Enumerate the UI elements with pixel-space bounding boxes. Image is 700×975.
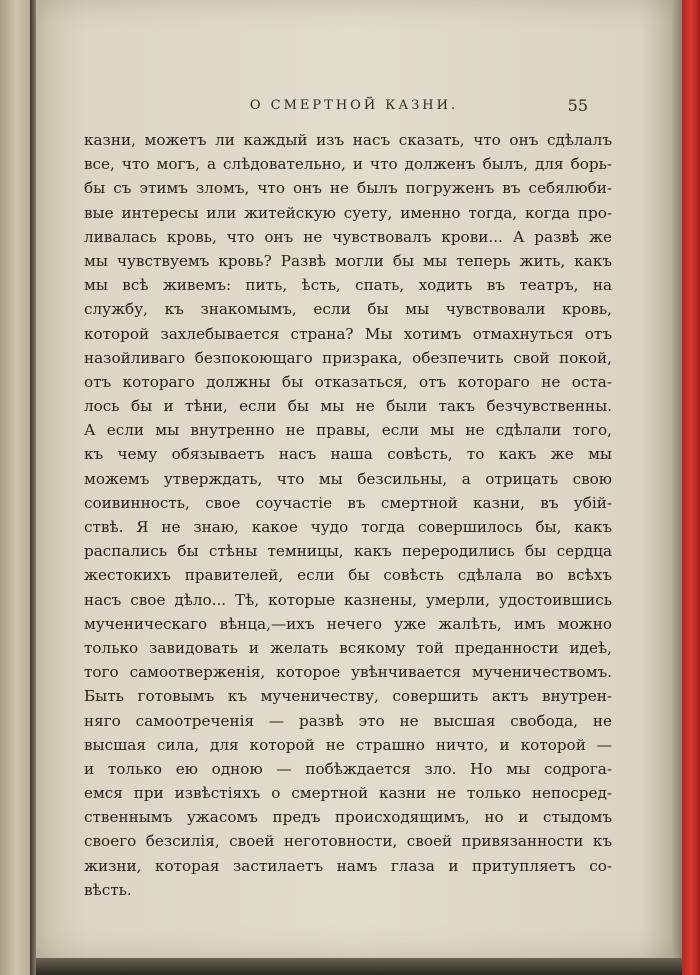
text-line: отъ котораго должны бы отказаться, отъ котораго не оста- [84, 372, 612, 391]
text-line: Быть готовымъ къ мученичеству, совершить актъ внутрен- [84, 687, 612, 706]
text-line: насъ свое дѣло... Тѣ, которые казнены, умерли, удостоившись [84, 590, 612, 609]
text-line: ствѣ. Я не знаю, какое чудо тогда совершилось бы, какъ [84, 518, 612, 536]
text-line: ственнымъ ужасомъ предъ происходящимъ, но и стыдомъ [84, 808, 612, 827]
text-line: высшая сила, для которой не страшно ничто, и которой — [84, 735, 612, 754]
text-line: распались бы стѣны темницы, какъ переродились бы сердца [84, 542, 612, 561]
red-book-cover [682, 0, 700, 975]
page-stack-edge [672, 0, 682, 958]
text-line: все, что могъ, а слѣдовательно, и что долженъ былъ, для борь- [84, 155, 612, 174]
page-number: 55 [567, 96, 588, 115]
text-line: няго самоотреченія — развѣ это не высшая свобода, не [84, 711, 612, 730]
text-line: вые интересы или житейскую суету, именно тогда, когда про- [84, 203, 612, 222]
text-line: къ чему обязываетъ насъ наша совѣсть, то какъ же мы [84, 445, 612, 464]
text-line: ливалась кровь, что онъ не чувствовалъ крови... А развѣ же [84, 227, 612, 246]
text-line: соивинность, свое соучастіе въ смертной казни, въ убій- [84, 493, 612, 512]
running-head [36, 98, 672, 120]
text-line: можемъ утверждать, что мы безсильны, а отрицать свою [84, 469, 612, 488]
text-line: мученическаго вѣнца,—ихъ нечего уже жалѣть, имъ можно [84, 614, 612, 633]
text-line: мы чувствуемъ кровь? Развѣ могли бы мы теперь жить, какъ [84, 251, 612, 270]
text-line: службу, къ знакомымъ, если бы мы чувствовали кровь, [84, 300, 612, 319]
text-line: жизни, которая застилаетъ намъ глаза и притупляетъ со- [84, 856, 612, 875]
text-line: мы всѣ живемъ: пить, ѣсть, спать, ходить въ театръ, на [84, 276, 612, 295]
body-text [84, 128, 612, 902]
text-line: емся при извѣстіяхъ о смертной казни не только непосред- [84, 784, 612, 803]
text-line: А если мы внутренно не правы, если мы не сдѣлали того, [84, 421, 612, 440]
running-title: О СМЕРТНОЙ КАЗНИ. [249, 98, 459, 113]
text-line: жестокихъ правителей, если бы совѣсть сдѣлала во всѣхъ [84, 566, 612, 585]
text-line: того самоотверженія, которое увѣнчивается мученичествомъ. [84, 663, 612, 682]
text-line: казни, можетъ ли каждый изъ насъ сказать, что онъ сдѣлалъ [84, 131, 612, 149]
text-line: только завидовать и желать всякому той преданности идеѣ, [84, 638, 612, 657]
text-line: бы съ этимъ зломъ, что онъ не былъ погруженъ въ себялюби- [84, 179, 612, 198]
page-bottom-shadow [36, 958, 682, 975]
adjacent-left-page [0, 0, 30, 975]
text-line: и только ею одною — побѣждается зло. Но мы содрога- [84, 759, 612, 778]
text-line: лось бы и тѣни, если бы мы не были такъ безчувственны. [84, 397, 612, 416]
text-line: вѣсть. [84, 880, 132, 899]
text-line: своего безсилія, своей неготовности, своей привязанности къ [84, 832, 612, 851]
text-line: назойливаго безпокоющаго призрака, обезпечить свой покой, [84, 348, 612, 367]
text-line: которой захлебывается страна? Мы хотимъ отмахнуться отъ [84, 324, 612, 343]
